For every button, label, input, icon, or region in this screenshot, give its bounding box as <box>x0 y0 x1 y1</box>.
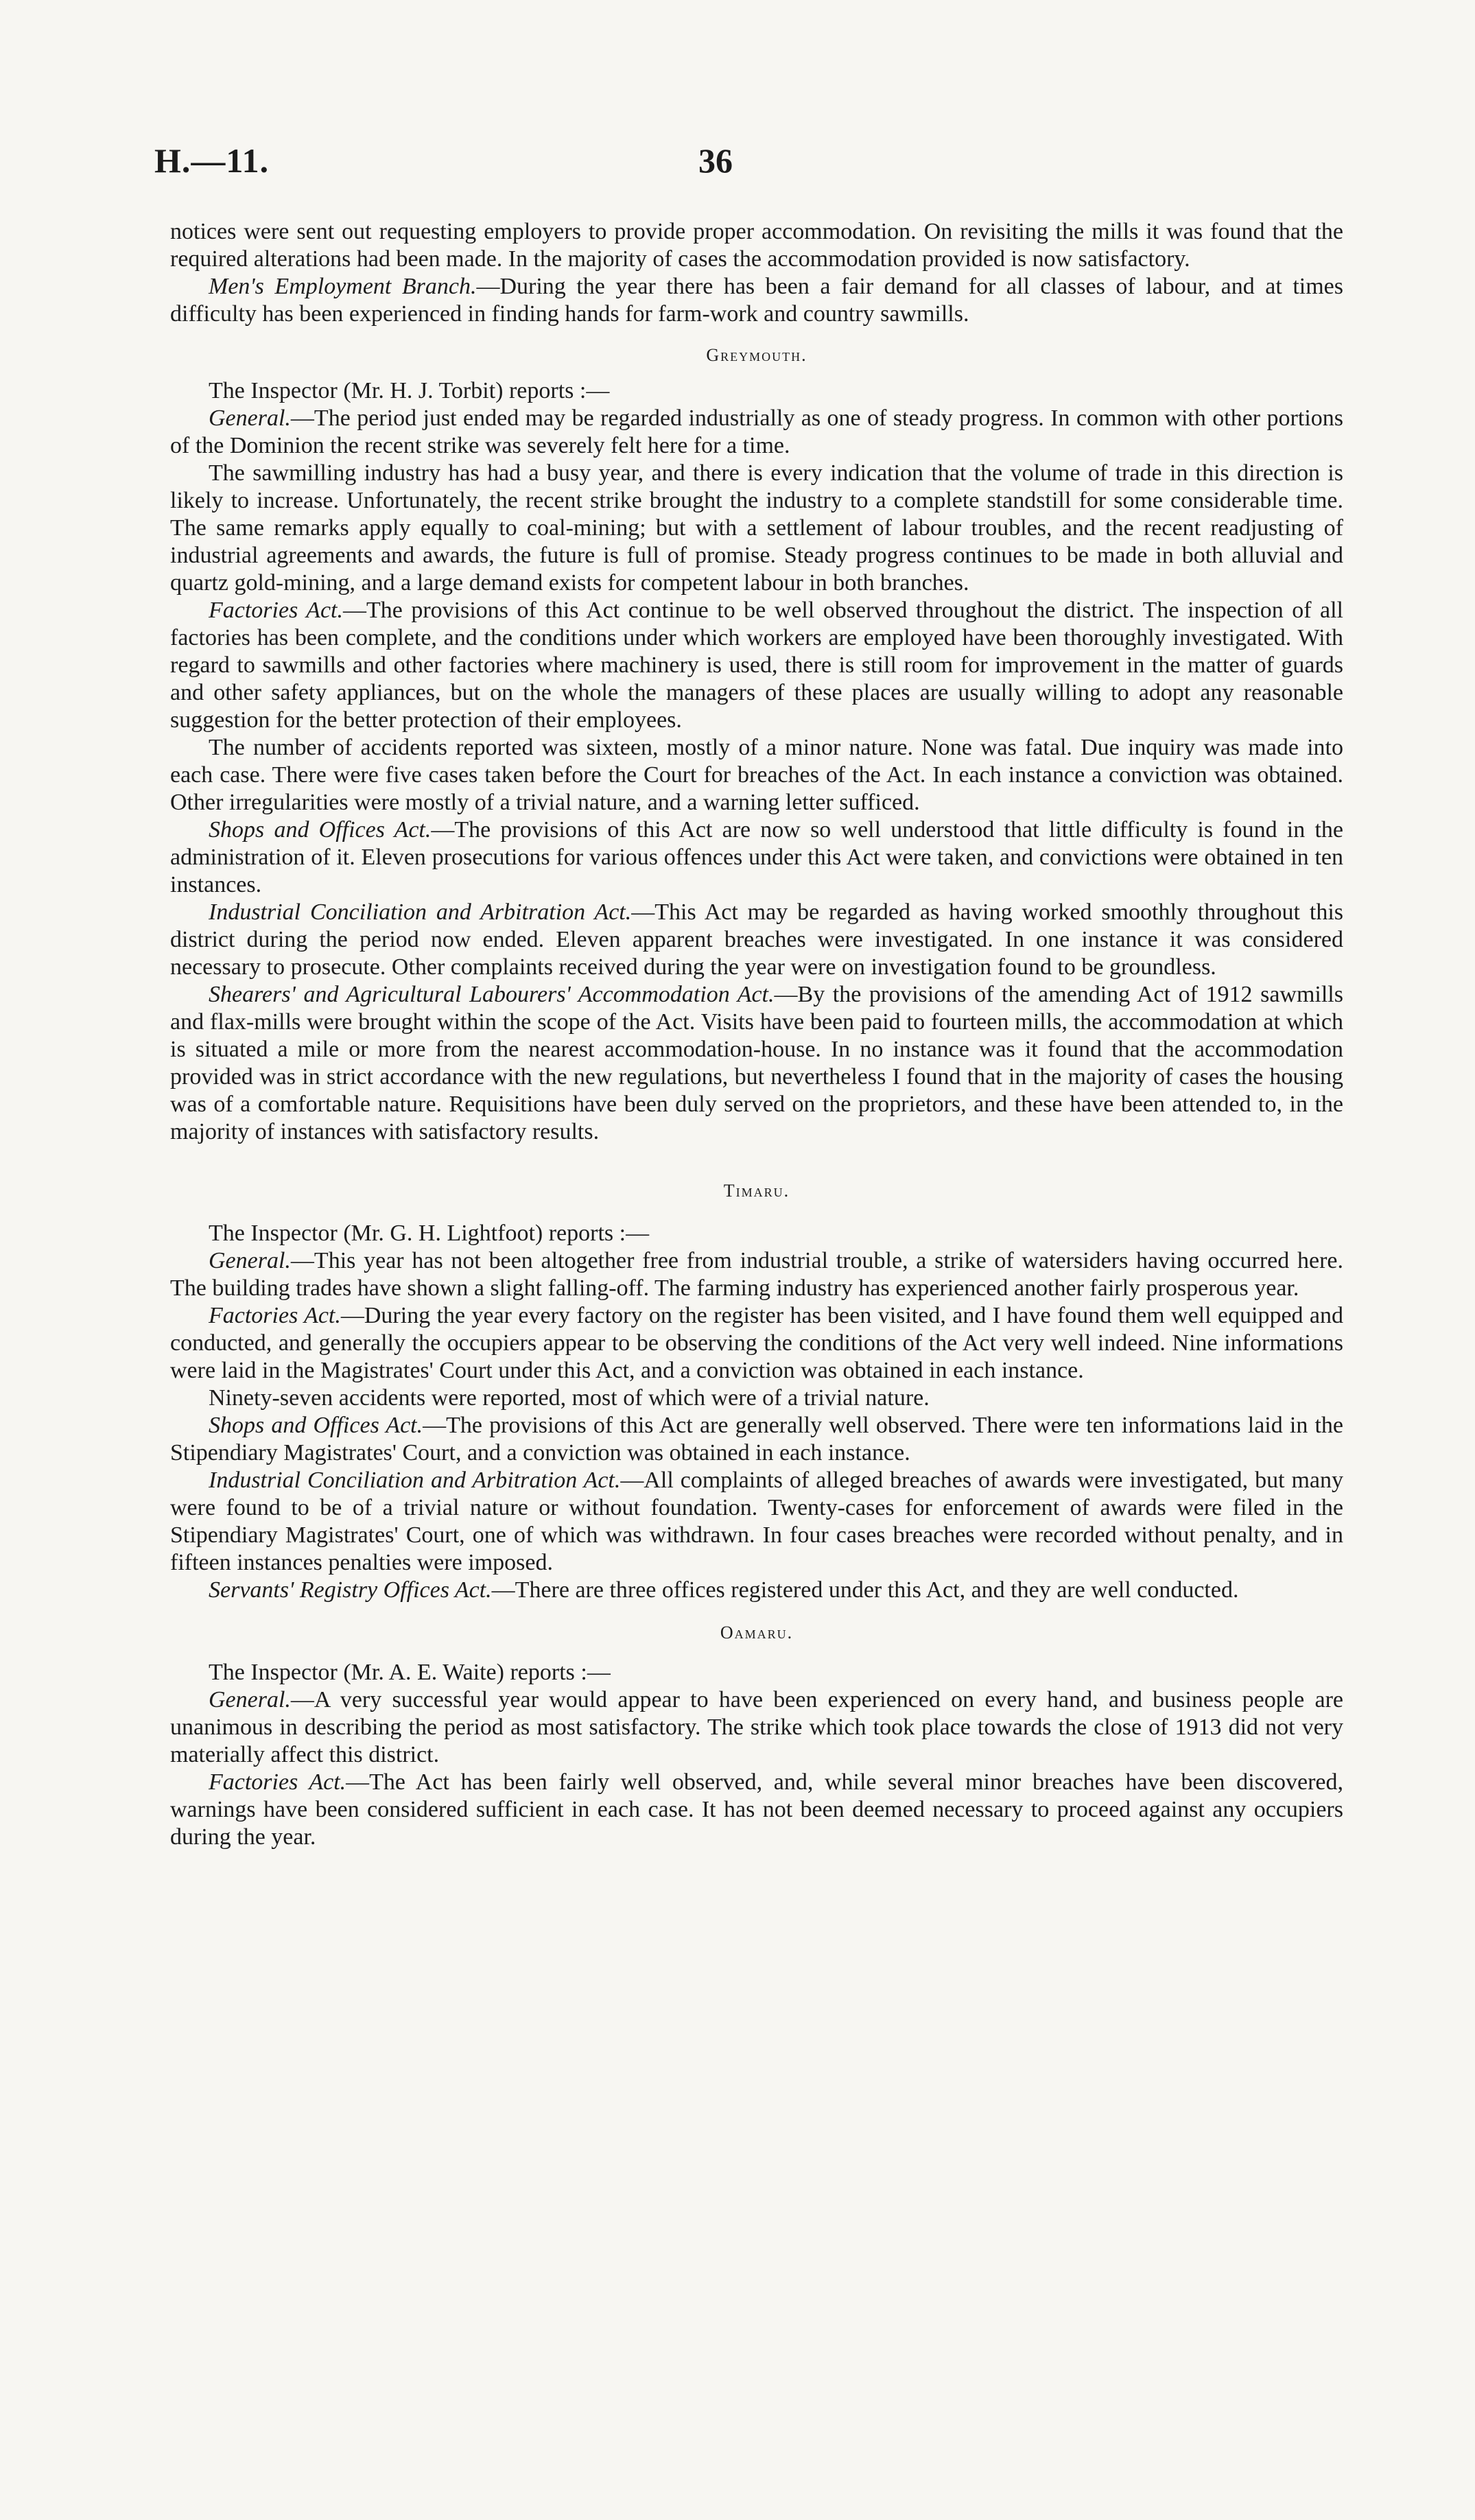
paragraph: The sawmilling industry has had a busy year, and there is every indication that the volume of trade in this direction is likely to increase. Unfortunately, the recent strike brought the industry to a complete standstill for some considerable time. The same remarks apply equally to coal-mining; but with a settlement of labour troubles, and the recent readjusting of industrial agreements and awards, the future is full of promise. Steady progress continues to be made in both alluvial and quartz gold-mining, and a large demand exists for competent labour in both branches. <box>170 460 1343 596</box>
section-heading: Timaru. <box>723 1181 790 1201</box>
section-timaru <box>170 1177 1343 1604</box>
paragraph-label: General. <box>209 405 291 431</box>
paragraph-label: General. <box>209 1248 291 1273</box>
paragraph: Factories Act.—The provisions of this Act continue to be well observed throughout the district. The inspection of all factories has been complete, and the conditions under which workers are employed have been thoroughly investigated. With regard to sawmills and other factories where machinery is used, there is still room for improvement in the matter of guards and other safety appliances, but on the whole the managers of these places are usually willing to adopt any reasonable suggestion for the better protection of their employees. <box>170 598 1343 733</box>
paragraph: Shearers' and Agricultural Labourers' Accommodation Act.—By the provisions of the amending Act of 1912 sawmills and flax-mills were brought within the scope of the Act. Visits have been paid to fourteen mills, the accommodation at which is situated a mile or more from the nearest accommodation-house. In no instance was it found that the accommodation provided was in strict accordance with the new regulations, but nevertheless I found that in the majority of cases the housing was of a comfortable nature. Requisitions have been duly served on the proprietors, and these have been attended to, in the majority of instances with satisfactory results. <box>170 982 1343 1144</box>
paragraph-label: Shearers' and Agricultural Labourers' Accommodation Act. <box>209 982 775 1007</box>
paragraph: Industrial Conciliation and Arbitration Act.—This Act may be regarded as having worked smoothly throughout this district during the period now ended. Eleven apparent breaches were investigated. In one instance it was considered necessary to prosecute. Other complaints received during the year were on investigation found to be groundless. <box>170 899 1343 980</box>
section-greymouth <box>170 342 1343 1146</box>
paragraph: General.—A very successful year would appear to have been experienced on every hand, and business people are unanimous in describing the period as most satisfactory. The strike which took place towards the close of 1913 did not very materially affect this district. <box>170 1687 1343 1767</box>
paragraph-label: Factories Act. <box>209 1303 341 1328</box>
paragraph: Shops and Offices Act.—The provisions of this Act are generally well observed. There were ten informations laid in the Stipendiary Magistrates' Court, and a conviction was obtained in each instance. <box>170 1413 1343 1465</box>
paragraph: Servants' Registry Offices Act.—There are three offices registered under this Act, and they are well conducted. <box>209 1577 1239 1603</box>
report-body <box>170 218 1343 1851</box>
paragraph: Men's Employment Branch.—During the year there has been a fair demand for all classes of labour, and at times difficulty has been experienced in finding hands for farm-work and country sawmills. <box>170 274 1343 327</box>
paragraph-label: Factories Act. <box>209 1769 346 1795</box>
paragraph: Shops and Offices Act.—The provisions of this Act are now so well understood that little difficulty is found in the administration of it. Eleven prosecutions for various offences under this Act were taken, and convictions were obtained in ten instances. <box>170 817 1343 897</box>
paragraph: The number of accidents reported was sixteen, mostly of a minor nature. None was fatal. Due inquiry was made into each case. There were five cases taken before the Court for breaches of the Act. In each instance a conviction was obtained. Other irregularities were mostly of a trivial nature, and a warning letter sufficed. <box>170 735 1343 815</box>
inspector-intro: The Inspector (Mr. G. H. Lightfoot) reports :— <box>209 1221 650 1246</box>
paragraph: General.—The period just ended may be regarded industrially as one of steady progress. In common with other portions of the Dominion the recent strike was severely felt here for a time. <box>170 405 1343 458</box>
section-heading: Greymouth. <box>706 345 807 365</box>
inspector-intro: The Inspector (Mr. H. J. Torbit) reports :— <box>209 378 610 403</box>
paragraph-label: Men's Employment Branch. <box>209 274 477 299</box>
document-reference: H.—11. <box>154 141 270 180</box>
section-continuation <box>170 218 1343 328</box>
paragraph-label: Shops and Offices Act. <box>209 1413 423 1438</box>
paragraph-label: General. <box>209 1687 291 1712</box>
paragraph-label: Servants' Registry Offices Act. <box>209 1577 492 1603</box>
section-heading: Oamaru. <box>720 1623 794 1642</box>
paragraph-label: Shops and Offices Act. <box>209 817 432 843</box>
paragraph-label: Industrial Conciliation and Arbitration Act. <box>209 1468 621 1493</box>
inspector-intro: The Inspector (Mr. A. E. Waite) reports :— <box>209 1660 611 1685</box>
section-oamaru <box>170 1619 1343 1851</box>
paragraph: notices were sent out requesting employers to provide proper accommodation. On revisiting the mills it was found that the required alterations had been made. In the majority of cases the accommodation provided is now satisfactory. <box>170 219 1343 272</box>
paragraph: Industrial Conciliation and Arbitration Act.—All complaints of alleged breaches of awards were investigated, but many were found to be of a trivial nature or without foundation. Twenty-cases for enforcement of awards were filed in the Stipendiary Magistrates' Court, one of which was withdrawn. In four cases breaches were recorded without penalty, and in fifteen instances penalties were imposed. <box>170 1468 1343 1575</box>
page-header <box>0 141 1475 189</box>
paragraph: Factories Act.—The Act has been fairly well observed, and, while several minor breaches have been discovered, warnings have been considered sufficient in each case. It has not been deemed necessary to proceed against any occupiers during the year. <box>170 1769 1343 1850</box>
page-number: 36 <box>698 141 733 180</box>
paragraph: Factories Act.—During the year every factory on the register has been visited, and I have found them well equipped and conducted, and generally the occupiers appear to be observing the conditions of the Act very well indeed. Nine informations were laid in the Magistrates' Court under this Act, and a conviction was obtained in each instance. <box>170 1303 1343 1383</box>
paragraph: Ninety-seven accidents were reported, most of which were of a trivial nature. <box>209 1385 930 1411</box>
paragraph-label: Factories Act. <box>209 598 343 623</box>
paragraph: General.—This year has not been altogether free from industrial trouble, a strike of watersiders having occurred here. The building trades have shown a slight falling-off. The farming industry has experienced another fairly prosperous year. <box>170 1248 1343 1301</box>
paragraph-label: Industrial Conciliation and Arbitration Act. <box>209 899 632 925</box>
